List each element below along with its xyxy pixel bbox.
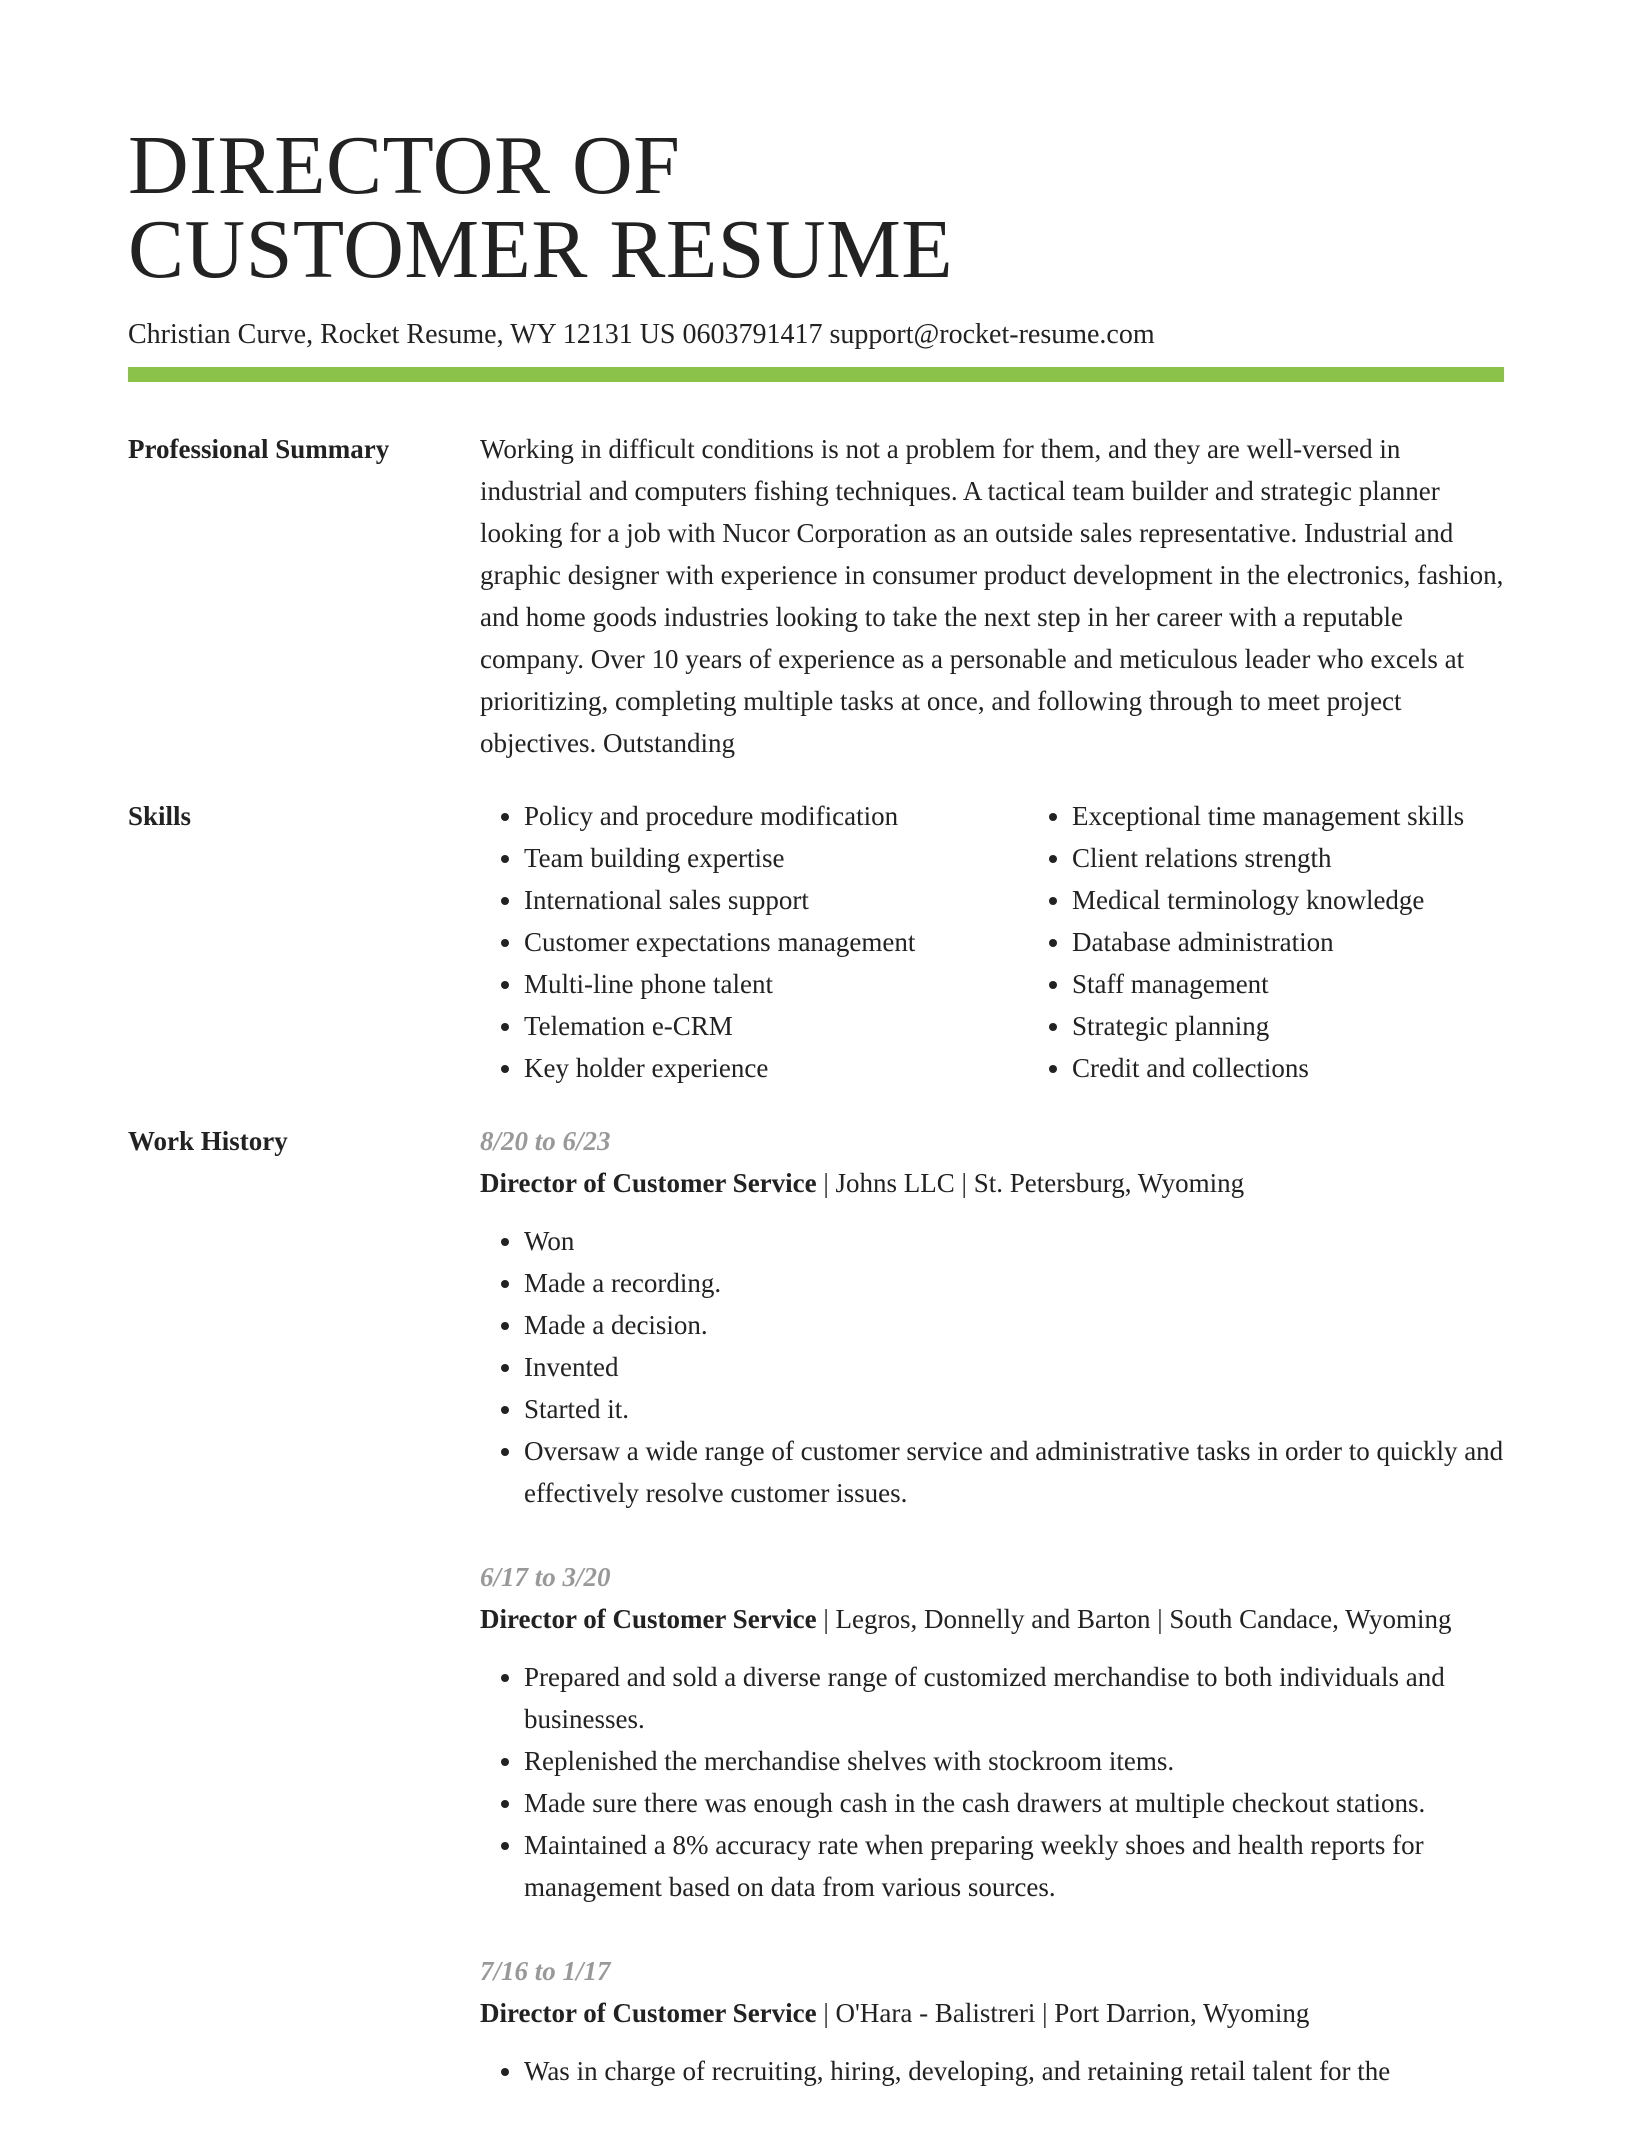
job-title: Director of Customer Service [480, 1168, 817, 1198]
job-bullets [480, 1656, 1504, 1908]
job-bullet: • Made a recording. [524, 1262, 1504, 1304]
skill-item: • Customer expectations management [524, 921, 1028, 963]
job-entry [480, 1556, 1504, 1908]
job-dates: 7/16 to 1/17 [480, 1956, 611, 1986]
job-entry [480, 1950, 1504, 2092]
work-history-body [480, 1120, 1504, 2134]
job-details: | Legros, Donnelly and Barton | South Candace, Wyoming [816, 1604, 1452, 1634]
job-bullet: • Won [524, 1220, 1504, 1262]
job-heading [480, 1598, 1504, 1640]
skill-item: • Multi-line phone talent [524, 963, 1028, 1005]
job-details: | Johns LLC | St. Petersburg, Wyoming [816, 1168, 1245, 1198]
job-bullet: • Made sure there was enough cash in the cash drawers at multiple checkout stations. [524, 1782, 1504, 1824]
job-bullet: • Invented [524, 1346, 1504, 1388]
summary-text: Working in difficult conditions is not a problem for them, and they are well-versed in industrial and computers fishing techniques. A tactical team builder and strategic planner looking for a job with Nucor Corporation as an outside sales representative. Industrial and graphic designer with experience in consumer product development in the electronics, fashion, and home goods industries looking to take the next step in her career with a reputable company. Over 10 years of experience as a personable and meticulous leader who excels at prioritizing, completing multiple tasks at once, and following through to meet project objectives. Outstanding [480, 434, 1504, 758]
contact-info: Christian Curve, Rocket Resume, WY 12131 US 0603791417 support@rocket-resume.com [128, 319, 1155, 350]
skill-item: • Database administration [1072, 921, 1592, 963]
skills-columns [480, 795, 1592, 1089]
skill-item: • Key holder experience [524, 1047, 1028, 1089]
skills-label: Skills [128, 801, 192, 831]
skills-section [128, 795, 1504, 1089]
skill-item: • Medical terminology knowledge [1072, 879, 1592, 921]
summary-label: Professional Summary [128, 434, 390, 464]
job-dates: 8/20 to 6/23 [480, 1126, 611, 1156]
skill-item: • Strategic planning [1072, 1005, 1592, 1047]
job-heading [480, 1162, 1504, 1204]
resume-page [128, 0, 1504, 2134]
job-heading [480, 1992, 1504, 2034]
job-bullets [480, 2050, 1504, 2092]
job-title: Director of Customer Service [480, 1604, 817, 1634]
job-bullet: • Made a decision. [524, 1304, 1504, 1346]
job-bullet: • Was in charge of recruiting, hiring, developing, and retaining retail talent for the [524, 2050, 1504, 2092]
skill-item: • Team building expertise [524, 837, 1028, 879]
skill-item: • International sales support [524, 879, 1028, 921]
skill-item: • Client relations strength [1072, 837, 1592, 879]
skill-item: • Credit and collections [1072, 1047, 1592, 1089]
job-title: Director of Customer Service [480, 1998, 817, 2028]
job-bullet: • Oversaw a wide range of customer service and administrative tasks in order to quickly and effectively resolve customer issues. [524, 1430, 1504, 1514]
job-bullet: • Maintained a 8% accuracy rate when preparing weekly shoes and health reports for management based on data from various sources. [524, 1824, 1504, 1908]
accent-divider [128, 367, 1504, 382]
job-bullet: • Replenished the merchandise shelves with stockroom items. [524, 1740, 1504, 1782]
resume-title-line-2: CUSTOMER RESUME [128, 203, 954, 296]
job-bullet: • Started it. [524, 1388, 1504, 1430]
resume-title [128, 0, 1504, 296]
skills-list-left [480, 795, 1028, 1089]
job-details: | O'Hara - Balistreri | Port Darrion, Wyoming [816, 1998, 1310, 2028]
work-history-label: Work History [128, 1126, 288, 1156]
skill-item: • Policy and procedure modification [524, 795, 1028, 837]
resume-title-line-1: DIRECTOR OF [128, 119, 681, 212]
job-dates: 6/17 to 3/20 [480, 1562, 611, 1592]
summary-section [128, 428, 1504, 764]
job-entry [480, 1120, 1504, 1514]
skill-item: • Telemation e-CRM [524, 1005, 1028, 1047]
skills-list-right [1028, 795, 1592, 1089]
skill-item: • Exceptional time management skills [1072, 795, 1592, 837]
job-bullets [480, 1220, 1504, 1514]
work-history-section [128, 1120, 1504, 2134]
job-bullet: • Prepared and sold a diverse range of customized merchandise to both individuals and businesses. [524, 1656, 1504, 1740]
skill-item: • Staff management [1072, 963, 1592, 1005]
